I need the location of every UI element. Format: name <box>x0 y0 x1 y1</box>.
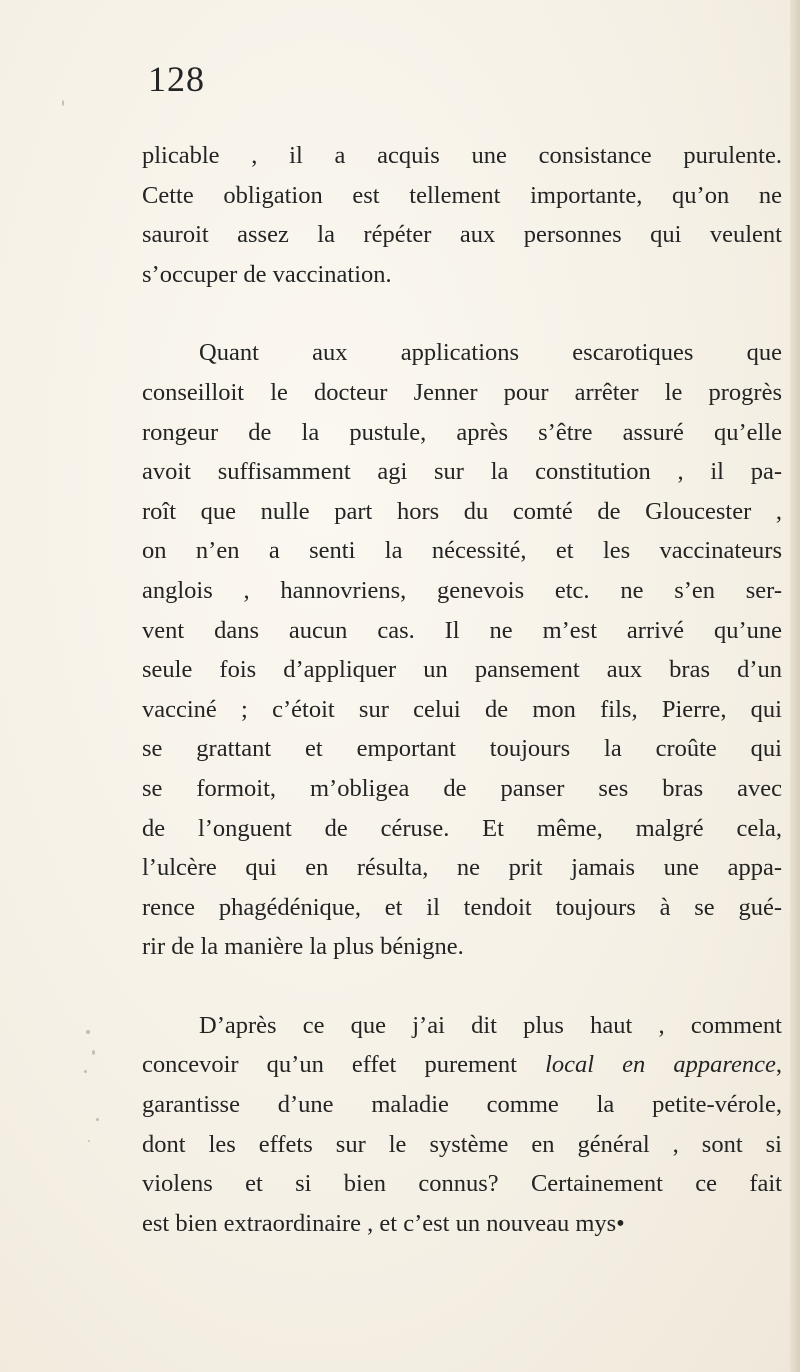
text-line: l’ulcère qui en résulta, ne prit jamais une appa- <box>142 854 782 882</box>
text-line: se formoit, m’obligea de panser ses bras avec <box>142 774 782 802</box>
text-line: violens et si bien connus? Certainement ce fait <box>142 1170 782 1198</box>
text-line: rongeur de la pustule, après s’être assuré qu’elle <box>142 418 782 446</box>
paper-speck <box>88 1140 90 1142</box>
paper-speck <box>84 1070 87 1073</box>
text-line: de l’onguent de céruse. Et même, malgré cela, <box>142 814 782 842</box>
text-line: se grattant et emportant toujours la croûte qui <box>142 735 782 763</box>
text-line: seule fois d’appliquer un pansement aux bras d’un <box>142 656 782 684</box>
paragraph-3 <box>142 1006 782 1244</box>
text-line: rence phagédénique, et il tendoit toujours à se gué- <box>142 893 782 921</box>
text-line: plicable , il a acquis une consistance purulente. <box>142 142 782 169</box>
text-line: est bien extraordinaire , et c’est un nouveau mys• <box>142 1209 625 1237</box>
text-line: vent dans aucun cas. Il ne m’est arrivé qu’une <box>142 616 782 644</box>
paper-speck <box>92 1050 95 1055</box>
text-line: dont les effets sur le système en général , sont si <box>142 1130 782 1158</box>
text-line: on n’en a senti la nécessité, et les vaccinateurs <box>142 537 782 565</box>
page-edge-shadow <box>790 0 800 1372</box>
text-line: conseilloit le docteur Jenner pour arrêter le progrès <box>142 378 782 406</box>
text-line: Quant aux applications escarotiques que <box>199 339 782 367</box>
text-line: garantisse d’une maladie comme la petite-vérole, <box>142 1091 782 1119</box>
text-line: rir de la manière la plus bénigne. <box>142 933 464 961</box>
text-line: s’occuper de vaccination. <box>142 260 392 288</box>
body-text <box>142 136 782 1243</box>
paragraph-2 <box>142 333 782 967</box>
paragraph-1 <box>142 136 782 294</box>
text-line: avoit suffisamment agi sur la constitution , il pa- <box>142 458 782 486</box>
text-line: sauroit assez la répéter aux personnes qui veulent <box>142 221 782 249</box>
text-line: roît que nulle part hors du comté de Gloucester , <box>142 497 782 525</box>
paper-speck <box>86 1030 90 1034</box>
paper-speck <box>96 1118 99 1121</box>
text-line: concevoir qu’un effet purement local en apparence, <box>142 1051 782 1079</box>
text-line: vacciné ; c’étoit sur celui de mon fils, Pierre, qui <box>142 695 782 723</box>
paper-speck <box>62 100 64 106</box>
text-line: Cette obligation est tellement importante, qu’on ne <box>142 181 782 209</box>
text-line: anglois , hannovriens, genevois etc. ne s’en ser- <box>142 576 782 604</box>
text-line: D’après ce que j’ai dit plus haut , comment <box>199 1011 782 1039</box>
page-number: 128 <box>148 59 205 99</box>
